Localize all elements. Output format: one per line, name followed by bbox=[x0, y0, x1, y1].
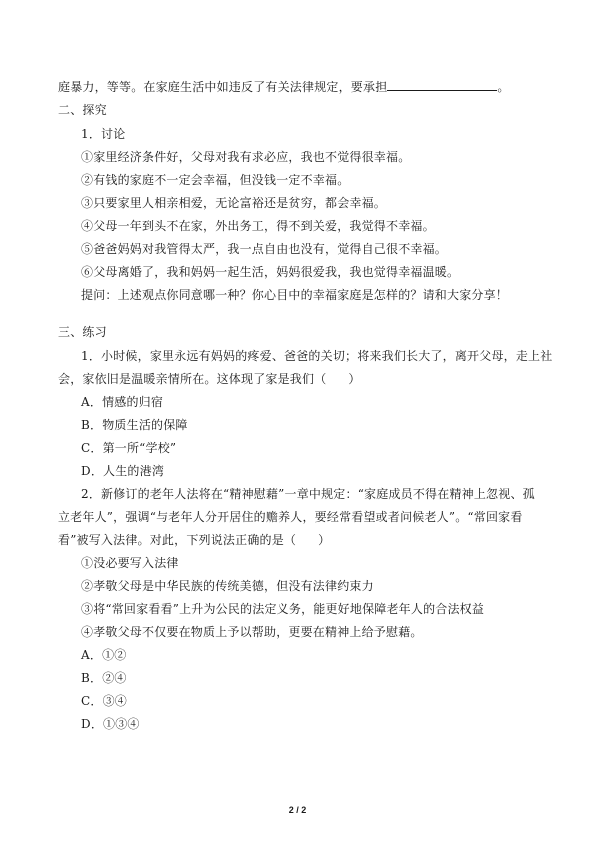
question-2-line: 2．新修订的老年人法将在“精神慰藉”一章中规定：“家庭成员不得在精神上忽视、孤 bbox=[81, 487, 535, 501]
question-1-option: C．第一所“学校” bbox=[81, 441, 177, 455]
discussion-view: ⑤爸爸妈妈对我管得太严，我一点自由也没有，觉得自己很不幸福。 bbox=[81, 242, 448, 256]
intro-text: 庭暴力，等等。在家庭生活中如违反了有关法律规定，要承担 bbox=[58, 80, 388, 94]
question-1-option: D．人生的港湾 bbox=[81, 464, 165, 478]
question-2-line bbox=[58, 532, 330, 548]
question-1-option: A．情感的归宿 bbox=[81, 395, 164, 409]
question-2-line: 立老年人”，强调“与老年人分开居住的赡养人，要经常看望或者问候老人”。“常回家看 bbox=[58, 510, 523, 524]
discussion-view: ③只要家里人相亲相爱，无论富裕还是贫穷，都会幸福。 bbox=[81, 196, 387, 210]
section-heading-practice: 三、练习 bbox=[58, 325, 107, 339]
question-2-paren: ） bbox=[318, 533, 331, 547]
question-1-line bbox=[58, 371, 361, 387]
answer-blank bbox=[387, 78, 497, 91]
question-1-option: B．物质生活的保障 bbox=[81, 418, 188, 432]
question-2-option: D．①③④ bbox=[81, 717, 140, 731]
question-2-text: 看”被写入法律。对此，下列说法正确的是（ bbox=[58, 533, 297, 547]
page-number: 2 / 2 bbox=[288, 805, 307, 815]
question-2-statement: ④孝敬父母不仅要在物质上予以帮助，更要在精神上给予慰藉。 bbox=[81, 625, 423, 639]
question-2-option: A．①② bbox=[81, 648, 127, 662]
question-2-statement: ①没必要写入法律 bbox=[81, 556, 179, 570]
section-heading-explore: 二、探究 bbox=[58, 103, 107, 117]
question-2-option: B．②④ bbox=[81, 671, 127, 685]
question-2-statement: ②孝敬父母是中华民族的传统美德，但没有法律约束力 bbox=[81, 579, 374, 593]
discussion-question: 提问：上述观点你同意哪一种？你心目中的幸福家庭是怎样的？请和大家分享！ bbox=[81, 288, 509, 302]
question-1-paren: ） bbox=[348, 372, 361, 386]
discussion-view: ⑥父母离婚了，我和妈妈一起生活，妈妈很爱我，我也觉得幸福温暖。 bbox=[81, 265, 460, 279]
discussion-view: ①家里经济条件好，父母对我有求必应，我也不觉得很幸福。 bbox=[81, 150, 411, 164]
question-2-option: C．③④ bbox=[81, 694, 127, 708]
intro-end: 。 bbox=[497, 80, 510, 94]
question-2-statement: ③将“常回家看看”上升为公民的法定义务，能更好地保障老年人的合法权益 bbox=[81, 602, 485, 616]
discussion-view: ②有钱的家庭不一定会幸福，但没钱一定不幸福。 bbox=[81, 173, 350, 187]
intro-line bbox=[58, 78, 510, 95]
discussion-view: ④父母一年到头不在家，外出务工，得不到关爱，我觉得不幸福。 bbox=[81, 219, 435, 233]
subheading-discussion: 1．讨论 bbox=[81, 127, 126, 141]
question-1-line: 1．小时候，家里永远有妈妈的疼爱、爸爸的关切；将来我们长大了，离开父母，走上社 bbox=[81, 349, 553, 363]
question-1-text: 会，家依旧是温暖亲情所在。这体现了家是我们（ bbox=[58, 372, 327, 386]
